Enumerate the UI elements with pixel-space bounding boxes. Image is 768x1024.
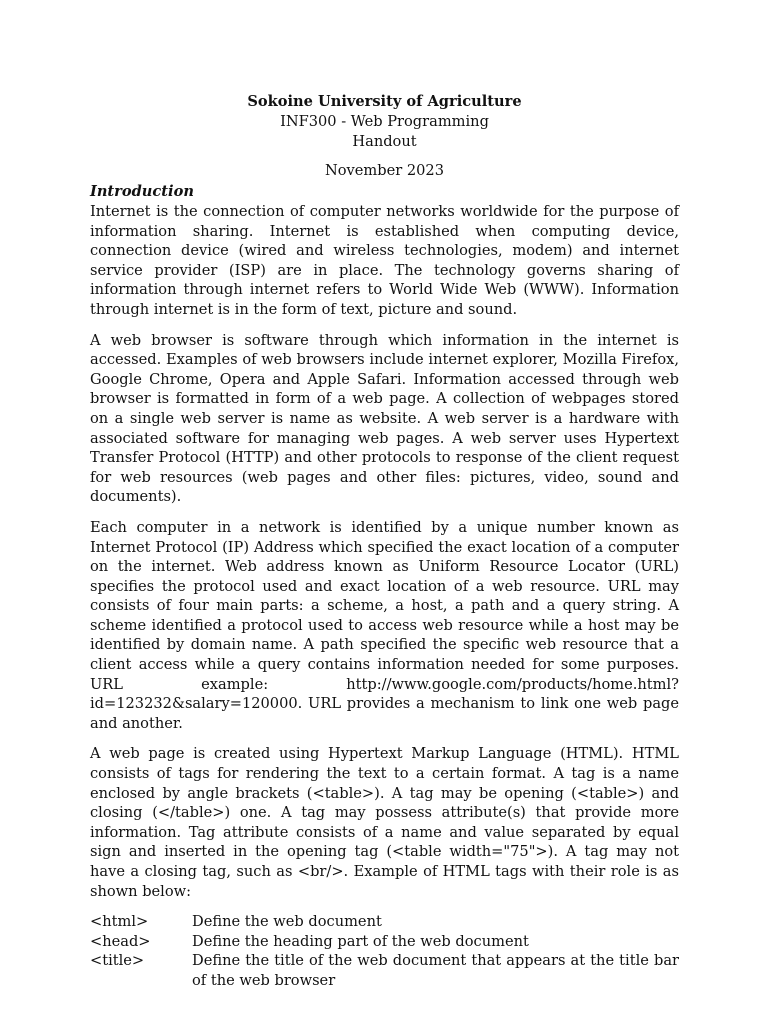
tag-name: <title> [90, 952, 145, 970]
tag-row [90, 932, 679, 952]
html-tag-list [90, 912, 679, 990]
tag-row [90, 951, 679, 990]
paragraph-web-browser: A web browser is software through which information in the internet is accessed. Examples of web browsers include internet explorer, Mozilla Firefox, Google Chrome, Opera and Apple Safari. Information accessed through web browser is formatted in form of a web page. A collection of webpages stored on a single web server is name as website. A web server is a hardware with associated software for managing web pages. A web server uses Hypertext Transfer Protocol (HTTP) and other protocols to response of the client request for web resources (web pages and other files: pictures, video, sound and documents). [90, 331, 679, 506]
document-type: Handout [352, 133, 417, 150]
tag-description: Define the heading part of the web document [192, 932, 529, 950]
document-page [90, 92, 679, 991]
tag-name: <head> [90, 932, 151, 950]
tag-description: Define the title of the web document that appears at the title bar of the web browser [192, 952, 679, 989]
section-heading: Introduction [90, 183, 194, 200]
course-title: INF300 - Web Programming [280, 113, 489, 130]
tag-description: Define the web document [192, 913, 382, 931]
paragraph-html: A web page is created using Hypertext Markup Language (HTML). HTML consists of tags for rendering the text to a certain format. A tag is a name enclosed by angle brackets (<table>). A tag may be opening (<table>) and closing (</table>) one. A tag may possess attribute(s) that provide more information. Tag attribute consists of a name and value separated by equal sign and inserted in the opening tag (<table width="75">). A tag may not have a closing tag, such as <br/>. Example of HTML tags with their role is as shown below: [90, 745, 679, 900]
paragraph-internet: Internet is the connection of computer networks worldwide for the purpose of information sharing. Internet is established when computing device, connection device (wired and wireless technologies, modem) and internet service provider (ISP) are in place. The technology governs sharing of information through internet refers to World Wide Web (WWW). Information through internet is in the form of text, picture and sound. [90, 203, 679, 318]
paragraph-ip-url: Each computer in a network is identified by a unique number known as Internet Protocol (IP) Address which specified the exact location of a computer on the internet. Web address known as Uniform Resource Locator (URL) specifies the protocol used and exact location of a web resource. URL may consists of four main parts: a scheme, a host, a path and a query string. A scheme identified a protocol used to access web resource while a host may be identified by domain name. A path specified the specific web resource that a client access while a query contains information needed for some purposes. URL example: http://www.google.com/products/home.html?id=123232&salary=120000. URL provides a mechanism to link one web page and another. [90, 518, 679, 732]
tag-row [90, 912, 679, 932]
document-date: November 2023 [324, 162, 444, 179]
tag-name: <html> [90, 913, 149, 931]
institution-name: Sokoine University of Agriculture [247, 93, 522, 110]
